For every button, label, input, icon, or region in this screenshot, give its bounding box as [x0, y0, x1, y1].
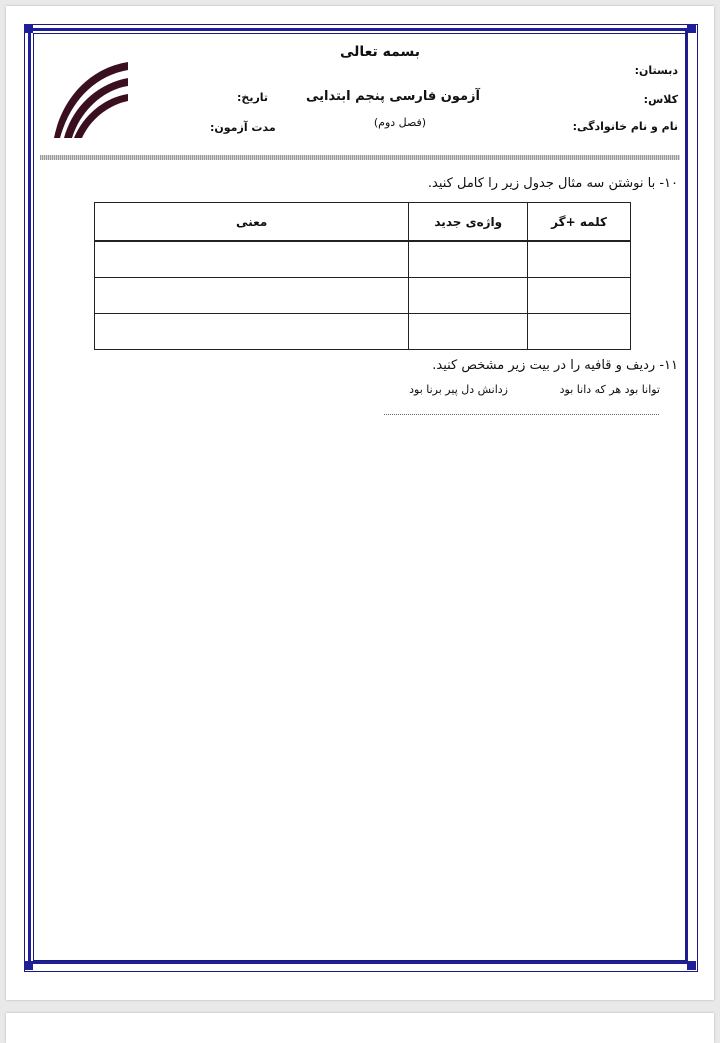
table-row — [95, 241, 631, 278]
date-label: تاریخ: — [237, 91, 269, 104]
answer-cell[interactable] — [95, 241, 409, 278]
border-corner — [24, 24, 33, 33]
border-corner — [687, 24, 696, 33]
answer-cell[interactable] — [528, 314, 631, 350]
duration-label: مدت آزمون: — [210, 121, 276, 134]
curved-stripes-logo — [50, 58, 132, 140]
student-name-label: نام و نام خانوادگی: — [572, 120, 678, 133]
chapter-label: (فصل دوم) — [373, 116, 427, 129]
answer-cell[interactable] — [409, 241, 528, 278]
basmala-heading: بسمه تعالی — [339, 44, 421, 60]
exam-title: آزمون فارسی پنجم ابتدایی — [305, 89, 480, 104]
border-corner — [24, 961, 33, 970]
page-border-inner — [33, 33, 687, 961]
header-separator — [40, 155, 680, 160]
column-header-meaning: معنی — [95, 203, 409, 242]
class-label: کلاس: — [643, 93, 678, 106]
border-corner — [687, 961, 696, 970]
column-header-word-gar: کلمه +گر — [528, 203, 631, 242]
answer-cell[interactable] — [409, 314, 528, 350]
table-row — [95, 314, 631, 350]
school-label: دبستان: — [634, 64, 678, 77]
answer-cell[interactable] — [95, 314, 409, 350]
table-header-row — [95, 203, 631, 242]
column-header-new-word: واژه‌ی جدید — [409, 203, 528, 242]
answer-cell[interactable] — [528, 241, 631, 278]
question-10-table — [94, 202, 631, 350]
table-row — [95, 278, 631, 314]
answer-cell[interactable] — [409, 278, 528, 314]
question-10-text: ۱۰- با نوشتن سه مثال جدول زیر را کامل کنید. — [427, 176, 678, 191]
verse-first-hemistich: توانا بود هر که دانا بود — [559, 383, 660, 396]
answer-dotted-line[interactable] — [384, 414, 659, 415]
next-page-edge — [6, 1013, 714, 1043]
answer-cell[interactable] — [95, 278, 409, 314]
verse-second-hemistich: زدانش دل پیر برنا بود — [409, 383, 508, 396]
answer-cell[interactable] — [528, 278, 631, 314]
question-11-text: ۱۱- ردیف و قافیه را در بیت زیر مشخص کنید. — [432, 358, 678, 373]
